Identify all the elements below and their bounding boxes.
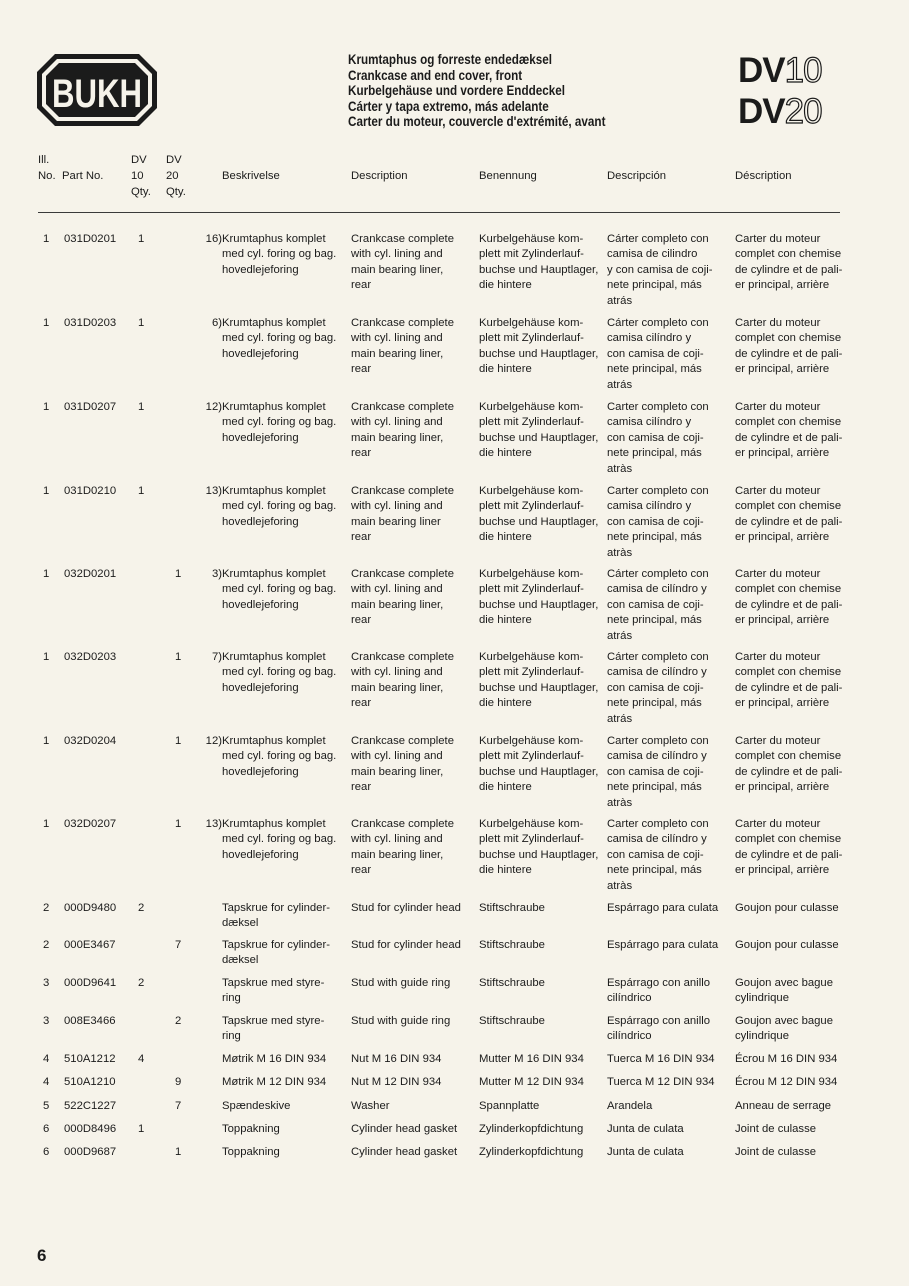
ill-number: 1 xyxy=(43,233,50,245)
reference: 7) xyxy=(211,651,222,663)
reference: 13) xyxy=(205,485,222,497)
desc-spanish: Carter completo con camisa de cilíndro y con camisa de coji- nete principal, más atràs xyxy=(607,735,709,809)
desc-danish: Krumtaphus komplet med cyl. foring og bag. hovedlejeforing xyxy=(222,233,337,276)
page-number: 6 xyxy=(37,1246,47,1265)
title-french: Carter du moteur, couvercle d'extrémité, avant xyxy=(348,114,606,129)
desc-english: Nut M 16 DIN 934 xyxy=(351,1053,442,1065)
desc-danish: Toppakning xyxy=(222,1146,280,1158)
ill-number: 1 xyxy=(43,735,50,747)
desc-german: Kurbelgehäuse kom- plett mit Zylinderlauf- buchse und Hauptlager, die hintere xyxy=(479,818,599,877)
qty-dv20: 1 xyxy=(175,818,182,830)
qty-dv20: 2 xyxy=(175,1015,182,1027)
desc-danish: Krumtaphus komplet med cyl. foring og bag. hovedlejeforing xyxy=(222,568,337,611)
qty-dv20: 1 xyxy=(175,568,182,580)
part-number: 032D0204 xyxy=(64,735,117,747)
desc-english: Crankcase complete with cyl. lining and main bearing liner rear xyxy=(351,485,454,544)
header-english: Description xyxy=(351,170,408,182)
desc-spanish: Espárrago con anillo cilíndrico xyxy=(607,977,710,1005)
desc-french: Écrou M 16 DIN 934 xyxy=(735,1053,838,1065)
desc-german: Kurbelgehäuse kom- plett mit Zylinderlauf- buchse und Hauptlager, die hintere xyxy=(479,401,599,460)
part-number: 000D9687 xyxy=(64,1146,117,1158)
logo-text: BUKH xyxy=(52,72,142,116)
desc-german: Stiftschraube xyxy=(479,977,545,989)
ill-number: 2 xyxy=(43,939,50,951)
qty-dv20: 7 xyxy=(175,1100,182,1112)
desc-spanish: Junta de culata xyxy=(607,1146,684,1158)
desc-english: Crankcase complete with cyl. lining and main bearing liner, rear xyxy=(351,401,454,460)
part-number: 031D0203 xyxy=(64,317,117,329)
desc-spanish: Cárter completo con camisa de cilíndro y con camisa de coji- nete principal, más atrás xyxy=(607,651,709,725)
desc-french: Carter du moteur complet con chemise de cylindre et de pali- er principal, arrière xyxy=(735,651,843,710)
desc-german: Zylinderkopfdichtung xyxy=(479,1123,584,1135)
desc-french: Goujon avec bague cylindrique xyxy=(735,977,833,1005)
header-spanish: Descripción xyxy=(607,170,667,182)
desc-german: Stiftschraube xyxy=(479,1015,545,1027)
desc-spanish: Tuerca M 12 DIN 934 xyxy=(607,1076,715,1088)
reference: 12) xyxy=(205,735,222,747)
desc-french: Joint de culasse xyxy=(735,1123,817,1135)
desc-english: Cylinder head gasket xyxy=(351,1123,458,1135)
header-danish: Beskrivelse xyxy=(222,170,280,182)
qty-dv20: 1 xyxy=(175,1146,182,1158)
ill-number: 1 xyxy=(43,568,50,580)
reference: 12) xyxy=(205,401,222,413)
desc-spanish: Espárrago para culata xyxy=(607,902,719,914)
desc-french: Anneau de serrage xyxy=(735,1100,832,1112)
qty-dv10: 1 xyxy=(138,401,145,413)
desc-spanish: Espárrago para culata xyxy=(607,939,719,951)
part-number: 031D0207 xyxy=(64,401,117,413)
part-number: 000D9480 xyxy=(64,902,117,914)
ill-number: 1 xyxy=(43,485,50,497)
desc-spanish: Carter completo con camisa cilíndro y con camisa de coji- nete principal, más atràs xyxy=(607,485,709,559)
desc-french: Carter du moteur complet con chemise de cylindre et de pali- er principal, arrière xyxy=(735,485,843,544)
ill-number: 1 xyxy=(43,401,50,413)
desc-english: Crankcase complete with cyl. lining and main bearing liner, rear xyxy=(351,735,454,794)
desc-german: Kurbelgehäuse kom- plett mit Zylinderlauf- buchse und Hauptlager, die hintere xyxy=(479,568,599,627)
ill-number: 4 xyxy=(43,1053,50,1065)
desc-danish: Toppakning xyxy=(222,1123,280,1135)
ill-number: 6 xyxy=(43,1123,50,1135)
qty-dv10: 4 xyxy=(138,1053,145,1065)
model-prefix: DV xyxy=(738,92,785,131)
ill-number: 5 xyxy=(43,1100,50,1112)
desc-english: Stud with guide ring xyxy=(351,1015,451,1027)
qty-dv10: 1 xyxy=(138,1123,145,1135)
desc-french: Carter du moteur complet con chemise de cylindre et de pali- er principal, arrière xyxy=(735,317,843,376)
title-spanish: Cárter y tapa extremo, más adelante xyxy=(348,98,549,114)
qty-dv10: 1 xyxy=(138,317,145,329)
part-number: 000D8496 xyxy=(64,1123,117,1135)
ill-number: 2 xyxy=(43,902,50,914)
qty-dv20: 1 xyxy=(175,651,182,663)
reference: 13) xyxy=(205,818,222,830)
desc-english: Crankcase complete with cyl. lining and main bearing liner, rear xyxy=(351,818,454,877)
desc-english: Crankcase complete with cyl. lining and main bearing liner, rear xyxy=(351,651,454,710)
header-divider xyxy=(38,212,840,213)
model-dv20 xyxy=(738,91,822,132)
desc-english: Crankcase complete with cyl. lining and main bearing liner, rear xyxy=(351,233,454,292)
desc-german: Spannplatte xyxy=(479,1100,540,1112)
ill-number: 1 xyxy=(43,818,50,830)
model-dv10 xyxy=(738,50,822,91)
part-number: 031D0210 xyxy=(64,485,117,497)
desc-danish: Møtrik M 16 DIN 934 xyxy=(222,1053,327,1065)
header-ill: Ill. No. xyxy=(38,154,56,182)
part-number: 000D9641 xyxy=(64,977,117,989)
part-number: 510A1212 xyxy=(64,1053,116,1065)
part-number: 032D0207 xyxy=(64,818,117,830)
desc-french: Carter du moteur complet con chemise de cylindre et de pali- er principal, arrière xyxy=(735,401,843,460)
desc-german: Zylinderkopfdichtung xyxy=(479,1146,584,1158)
desc-english: Stud for cylinder head xyxy=(351,902,461,914)
desc-english: Stud with guide ring xyxy=(351,977,451,989)
desc-german: Kurbelgehäuse kom- plett mit Zylinderlauf- buchse und Hauptlager, die hintere xyxy=(479,485,599,544)
model-number: 10 xyxy=(784,51,822,90)
desc-spanish: Espárrago con anillo cilíndrico xyxy=(607,1015,710,1043)
desc-french: Goujon pour culasse xyxy=(735,902,839,914)
desc-german: Kurbelgehäuse kom- plett mit Zylinderlauf- buchse und Hauptlager, die hintere xyxy=(479,651,599,710)
header-part-no: Part No. xyxy=(62,170,104,182)
header-dv20-qty: DV 20 Qty. xyxy=(166,154,186,198)
desc-french: Goujon pour culasse xyxy=(735,939,839,951)
desc-danish: Tapskrue med styre- ring xyxy=(222,977,325,1005)
ill-number: 3 xyxy=(43,977,50,989)
desc-danish: Tapskrue for cylinder- dæksel xyxy=(222,902,330,930)
desc-french: Carter du moteur complet con chemise de cylindre et de pali- er principal, arrière xyxy=(735,818,843,877)
desc-french: Écrou M 12 DIN 934 xyxy=(735,1076,838,1088)
desc-english: Washer xyxy=(351,1100,390,1112)
ill-number: 1 xyxy=(43,651,50,663)
qty-dv10: 1 xyxy=(138,485,145,497)
desc-danish: Tapskrue med styre- ring xyxy=(222,1015,325,1043)
model-number: 20 xyxy=(784,92,822,131)
qty-dv20: 7 xyxy=(175,939,182,951)
part-number: 000E3467 xyxy=(64,939,116,951)
desc-french: Carter du moteur complet con chemise de cylindre et de pali- er principal, arrière xyxy=(735,233,843,292)
header-dv10-qty: DV 10 Qty. xyxy=(131,154,151,198)
desc-german: Kurbelgehäuse kom- plett mit Zylinderlauf- buchse und Hauptlager, die hintere xyxy=(479,317,599,376)
desc-spanish: Junta de culata xyxy=(607,1123,684,1135)
header-german: Benennung xyxy=(479,170,537,182)
desc-danish: Møtrik M 12 DIN 934 xyxy=(222,1076,327,1088)
desc-german: Mutter M 16 DIN 934 xyxy=(479,1053,584,1065)
desc-spanish: Carter completo con camisa cilíndro y con camisa de coji- nete principal, más atràs xyxy=(607,401,709,475)
desc-danish: Krumtaphus komplet med cyl. foring og bag. hovedlejeforing xyxy=(222,818,337,861)
part-number: 008E3466 xyxy=(64,1015,116,1027)
part-number: 032D0203 xyxy=(64,651,117,663)
desc-french: Carter du moteur complet con chemise de cylindre et de pali- er principal, arrière xyxy=(735,568,843,627)
desc-spanish: Tuerca M 16 DIN 934 xyxy=(607,1053,715,1065)
header-french: Déscription xyxy=(735,170,792,182)
qty-dv20: 9 xyxy=(175,1076,182,1088)
model-block xyxy=(738,50,822,132)
desc-english: Nut M 12 DIN 934 xyxy=(351,1076,442,1088)
model-prefix: DV xyxy=(738,51,785,90)
desc-spanish: Cárter completo con camisa de cilíndro y con camisa de coji- nete principal, más atrás xyxy=(607,568,709,642)
ill-number: 1 xyxy=(43,317,50,329)
desc-german: Kurbelgehäuse kom- plett mit Zylinderlauf- buchse und Hauptlager, die hintere xyxy=(479,233,599,292)
reference: 3) xyxy=(211,568,222,580)
desc-danish: Spændeskive xyxy=(222,1100,291,1112)
reference: 16) xyxy=(205,233,222,245)
title-german: Kurbelgehäuse und vordere Enddeckel xyxy=(348,83,565,98)
bukh-logo xyxy=(35,52,159,128)
desc-french: Carter du moteur complet con chemise de cylindre et de pali- er principal, arrière xyxy=(735,735,843,794)
part-number: 031D0201 xyxy=(64,233,117,245)
ill-number: 6 xyxy=(43,1146,50,1158)
desc-german: Stiftschraube xyxy=(479,902,545,914)
desc-english: Cylinder head gasket xyxy=(351,1146,458,1158)
desc-spanish: Cárter completo con camisa de cilindro y con camisa de coji- nete principal, más atrás xyxy=(607,233,713,307)
desc-english: Crankcase complete with cyl. lining and main bearing liner, rear xyxy=(351,317,454,376)
desc-german: Kurbelgehäuse kom- plett mit Zylinderlauf- buchse und Hauptlager, die hintere xyxy=(479,735,599,794)
desc-danish: Krumtaphus komplet med cyl. foring og bag. hovedlejeforing xyxy=(222,485,337,528)
desc-danish: Krumtaphus komplet med cyl. foring og bag. hovedlejeforing xyxy=(222,651,337,694)
part-number: 032D0201 xyxy=(64,568,117,580)
desc-danish: Krumtaphus komplet med cyl. foring og bag. hovedlejeforing xyxy=(222,401,337,444)
desc-german: Mutter M 12 DIN 934 xyxy=(479,1076,584,1088)
title-english: Crankcase and end cover, front xyxy=(348,67,523,83)
desc-english: Crankcase complete with cyl. lining and main bearing liner, rear xyxy=(351,568,454,627)
page-title-block xyxy=(348,52,605,130)
desc-danish: Krumtaphus komplet med cyl. foring og bag. hovedlejeforing xyxy=(222,317,337,360)
qty-dv10: 1 xyxy=(138,233,145,245)
part-number: 510A1210 xyxy=(64,1076,116,1088)
desc-spanish: Carter completo con camisa de cilíndro y con camisa de coji- nete principal, más atràs xyxy=(607,818,709,892)
qty-dv20: 1 xyxy=(175,735,182,747)
desc-danish: Tapskrue for cylinder- dæksel xyxy=(222,939,330,967)
title-danish: Krumtaphus og forreste endedæksel xyxy=(348,52,552,67)
desc-german: Stiftschraube xyxy=(479,939,545,951)
ill-number: 4 xyxy=(43,1076,50,1088)
desc-danish: Krumtaphus komplet med cyl. foring og bag. hovedlejeforing xyxy=(222,735,337,778)
ill-number: 3 xyxy=(43,1015,50,1027)
desc-spanish: Arandela xyxy=(607,1100,653,1112)
reference: 6) xyxy=(211,317,222,329)
desc-french: Goujon avec bague cylindrique xyxy=(735,1015,833,1043)
desc-english: Stud for cylinder head xyxy=(351,939,461,951)
qty-dv10: 2 xyxy=(138,902,145,914)
table-header xyxy=(0,152,909,202)
part-number: 522C1227 xyxy=(64,1100,117,1112)
qty-dv10: 2 xyxy=(138,977,145,989)
desc-french: Joint de culasse xyxy=(735,1146,817,1158)
desc-spanish: Cárter completo con camisa cilíndro y con camisa de coji- nete principal, más atrás xyxy=(607,317,709,391)
